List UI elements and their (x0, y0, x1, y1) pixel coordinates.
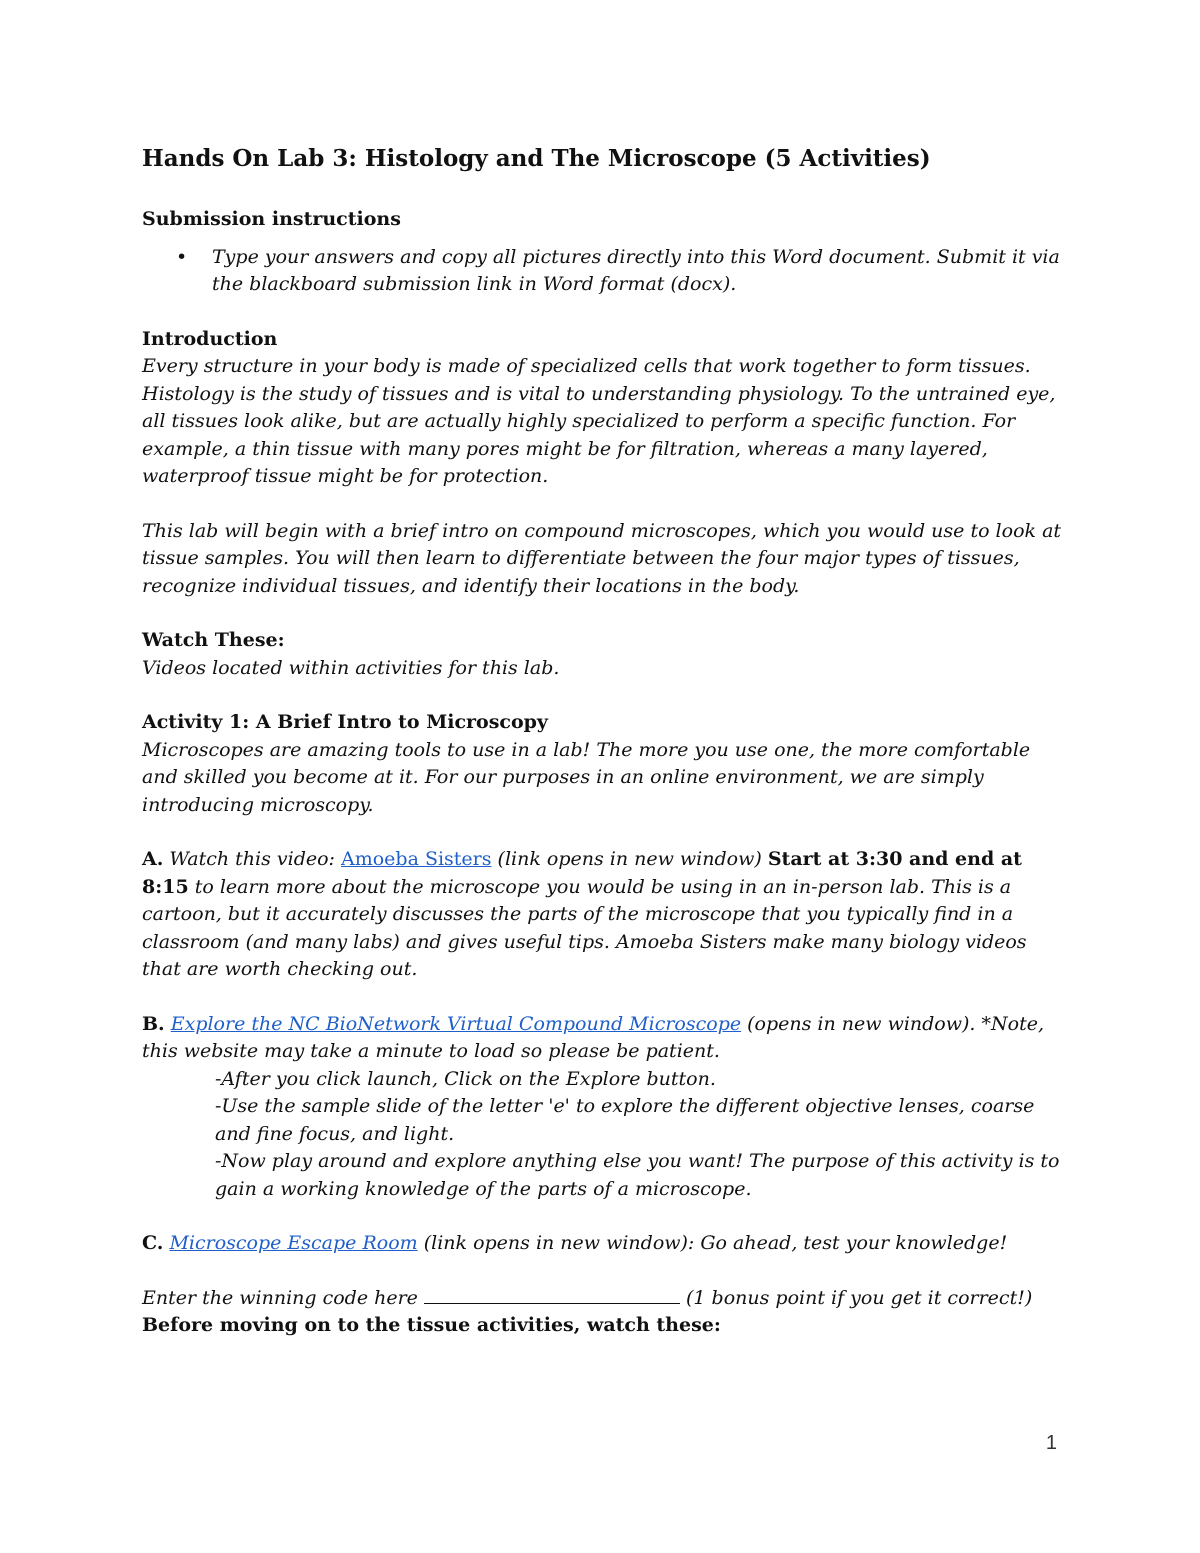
item-a-mid: (link opens in new window) (491, 848, 768, 870)
item-b-step-2: -Use the sample slide of the letter 'e' to explore the different objective lenses, coarse and fine focus, and light. (215, 1095, 1035, 1145)
introduction-heading: Introduction (142, 327, 278, 350)
item-a-time-range: Start at 3:30 and end at 8:15 (142, 848, 1022, 898)
submission-bullet-item (142, 244, 1062, 299)
code-prefix: Enter the winning code here (142, 1286, 424, 1309)
closing-heading: Before moving on to the tissue activities, watch these: (142, 1314, 721, 1336)
submission-heading: Submission instructions (142, 208, 401, 230)
escape-room-link[interactable]: Microscope Escape Room (169, 1232, 418, 1254)
item-c-post: (link opens in new window): Go ahead, test your knowledge! (417, 1232, 1008, 1254)
item-b-post: (opens in new window). *Note, this website may take a minute to load so please be patient. (142, 1012, 1044, 1062)
page-number: 1 (1045, 1432, 1057, 1454)
activity1-intro: Microscopes are amazing tools to use in a lab! The more you use one, the more comfortable and skilled you become at it. For our purposes in an online environment, we are simply introducing microscopy. (142, 738, 1031, 816)
introduction-paragraph-1: Every structure in your body is made of specialized cells that work together to form tissues. Histology is the study of tissues and is vital to understanding physiology. To the untrained eye, all tissues look alike, but are actually highly specialized to perform a specific function. For example, a thin tissue with many pores might be for filtration, whereas a many layered, waterproof tissue might be for protection. (142, 355, 1056, 487)
code-suffix: (1 bonus point if you get it correct!) (679, 1286, 1033, 1309)
activity1-item-a (142, 846, 1062, 984)
activity1-item-b (142, 1011, 1062, 1066)
virtual-microscope-link[interactable]: Explore the NC BioNetwork Virtual Compound Microscope (170, 1012, 742, 1035)
amoeba-sisters-link[interactable]: Amoeba Sisters (341, 848, 492, 870)
item-a-label: A. (142, 848, 164, 870)
document-body (142, 142, 1062, 1340)
watch-heading: Watch These: (142, 629, 285, 651)
item-a-pre: Watch this video: (163, 848, 341, 870)
winning-code-line (142, 1285, 1062, 1313)
document-title: Hands On Lab 3: Histology and The Microscope (5 Activities) (142, 145, 931, 172)
activity1-heading: Activity 1: A Brief Intro to Microscopy (142, 711, 548, 733)
winning-code-blank[interactable] (424, 1285, 680, 1304)
activity1-item-c (142, 1230, 1062, 1258)
item-a-post: to learn more about the microscope you would be using in an in-person lab. This is a cartoon, but it accurately discusses the parts of the microscope that you typically find in a classroom (and many labs) and gives useful tips. Amoeba Sisters make many biology videos that are worth checking out. (142, 875, 1027, 980)
watch-text: Videos located within activities for this lab. (142, 656, 560, 679)
introduction-paragraph-2: This lab will begin with a brief intro on compound microscopes, which you would use to look at tissue samples. You will then learn to differentiate between the four major types of tissues, recognize individual tissues, and identify their locations in the body. (142, 519, 1062, 597)
item-b-step-3: -Now play around and explore anything else you want! The purpose of this activity is to gain a working knowledge of the parts of a microscope. (215, 1150, 1060, 1200)
item-b-step-1: -After you click launch, Click on the Explore button. (215, 1067, 716, 1090)
bullet-icon: • (176, 245, 188, 268)
item-b-label: B. (142, 1012, 165, 1035)
submission-text: Type your answers and copy all pictures directly into this Word document. Submit it via the blackboard submission link in Word format (docx). (212, 245, 1060, 295)
item-c-label: C. (142, 1232, 164, 1254)
